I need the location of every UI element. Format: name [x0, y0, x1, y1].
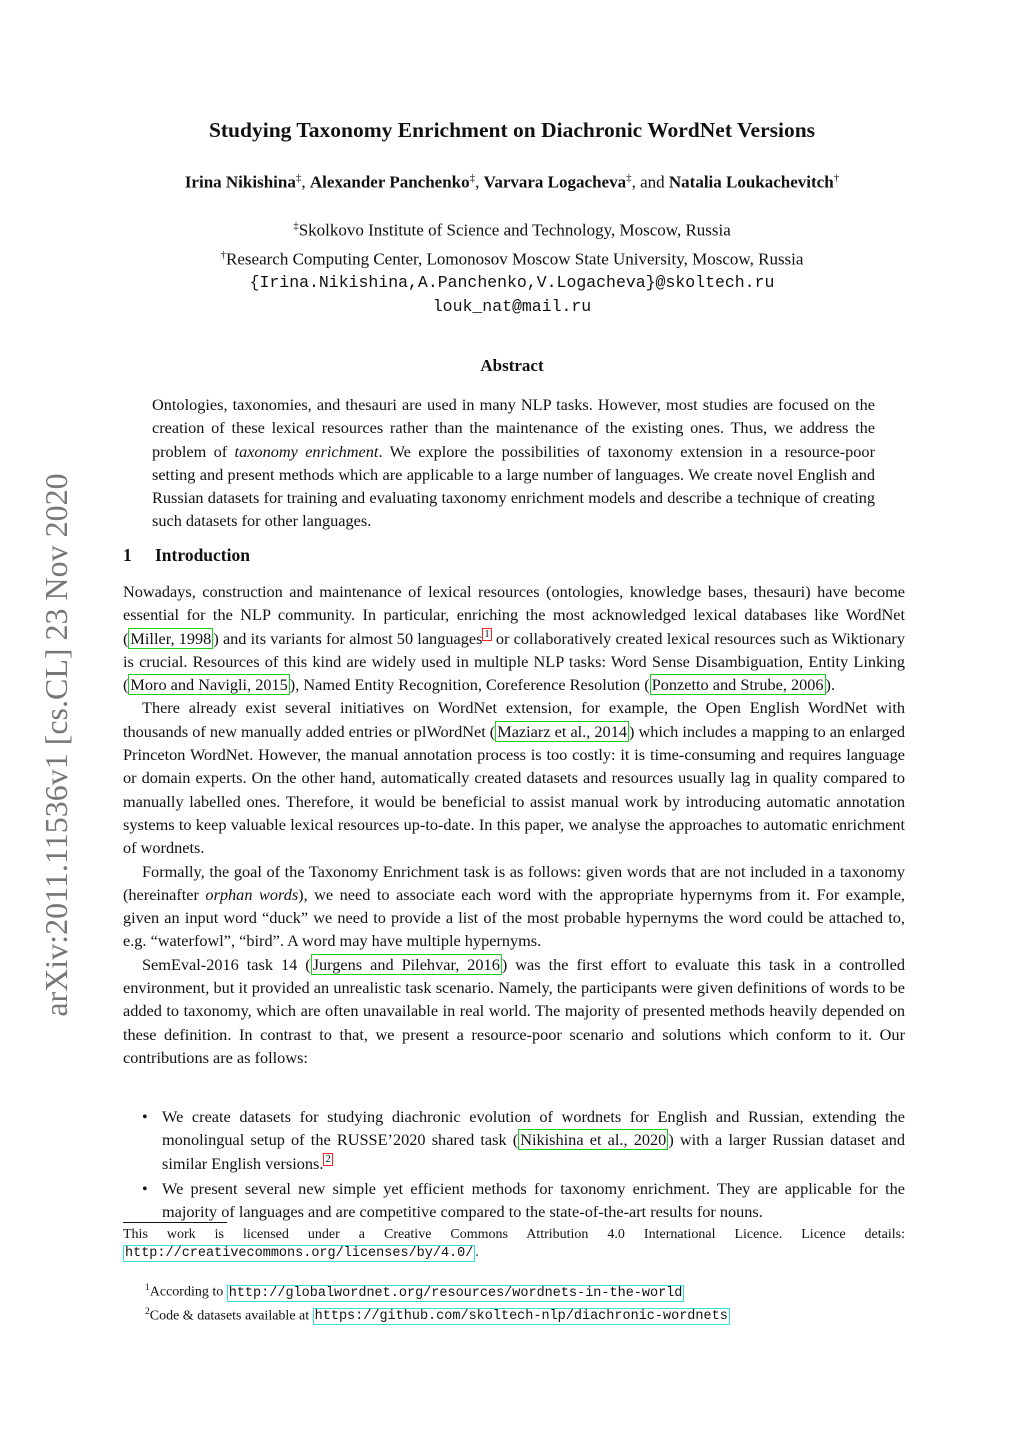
section-title: Introduction — [155, 545, 250, 565]
email-mail: louk_nat@mail.ru — [432, 297, 592, 317]
text-run: ), Named Entity Recognition, Coreference Resolution ( — [289, 675, 650, 695]
author-name: Natalia Loukachevitch — [668, 172, 834, 192]
affiliation-skoltech — [0, 214, 1024, 243]
text-run: There already exist several initiatives on WordNet extension, for example, the Open English WordNet with thousands of new manually added entries or plWordNet ( — [123, 698, 905, 741]
footnote-divider — [123, 1222, 227, 1223]
licence-note — [123, 1226, 905, 1263]
footnotes — [145, 1279, 905, 1326]
author-name: Varvara Logacheva — [483, 172, 627, 192]
author-separator: , and — [631, 172, 669, 192]
text-run: According to — [149, 1284, 227, 1300]
citation-link[interactable]: Jurgens and Pilehvar, 2016 — [312, 954, 500, 974]
text-run: We present several new simple yet efficient methods for taxonomy enrichment. They are applicable for the majority of languages and are competitive compared to the state-of-the-art results for nouns. — [162, 1178, 905, 1222]
paper-title: Studying Taxonomy Enrichment on Diachronic WordNet Versions — [208, 118, 816, 142]
author-mark: † — [833, 172, 840, 184]
affiliation-msu — [0, 243, 1024, 272]
paragraph — [123, 953, 905, 1069]
citation-link[interactable]: Nikishina et al., 2020 — [520, 1130, 667, 1150]
footnote — [145, 1279, 905, 1303]
author-line — [0, 172, 1024, 193]
footnote-url-link[interactable]: http://globalwordnet.org/resources/wordnets-in-the-world — [228, 1285, 683, 1301]
text-run: ) was the first effort to evaluate this task in a controlled environment, but it provided an unrealistic task scenario. Namely, the participants were given definitions of words to be added to taxonomy, which are often unavailable in real world. The majority of presented methods heavily depended on these definition. In contrast to that, we present a resource-poor scenario and solutions which conform to it. Our contributions are as follows: — [123, 954, 906, 1067]
paragraph — [123, 580, 905, 696]
affiliation-text: Skolkovo Institute of Science and Technology, Moscow, Russia — [298, 220, 731, 240]
text-run: ) which includes a mapping to an enlarged Princeton WordNet. However, the manual annotation process is too costly: it is time-consuming and requires language or domain experts. On the other hand, automatically created datasets and resources usually lag in quality compared to manually labelled ones. Therefore, it would be beneficial to assist manual work by introducing automatic annotation systems to keep valuable lexical resources up-to-date. In this paper, we analyse the approaches to automatic enrichment of wordnets. — [123, 721, 905, 858]
text-run: ) with a larger Russian dataset and similar English versions. — [162, 1130, 905, 1173]
abstract-emphasis: taxonomy enrichment — [234, 441, 379, 461]
text-run: or collaboratively created lexical resources such as Wiktionary is crucial. Resources of this kind are widely used in multiple NLP tasks: Word Sense Disambiguation, Entity Linking ( — [123, 628, 905, 695]
text-run: ) and its variants for almost 50 languages — [213, 628, 483, 648]
paragraph — [123, 860, 905, 953]
abstract-part: . We explore the possibilities of taxonomy extension in a resource-poor setting and present methods which are applicable to a large number of languages. We create novel English and Russian datasets for training and evaluating taxonomy enrichment models and describe a technique of creating such datasets for other languages. — [152, 441, 875, 531]
author-mark: ‡ — [469, 172, 476, 184]
author-name: Alexander Panchenko — [309, 172, 470, 192]
author-name: Irina Nikishina — [184, 172, 296, 192]
abstract-part: Ontologies, taxonomies, and thesauri are used in many NLP tasks. However, most studies are focused on the creation of these lexical resources rather than the maintenance of the existing ones. Thus, we address the problem of — [152, 395, 875, 461]
footnote-url-link[interactable]: https://github.com/skoltech-nlp/diachronic-wordnets — [314, 1309, 728, 1325]
affiliation-mark: ‡ — [293, 220, 299, 232]
emphasis: orphan words — [205, 884, 299, 904]
list-item — [142, 1177, 905, 1224]
introduction-body — [123, 580, 905, 1069]
affiliation-mark: † — [220, 248, 227, 261]
contribution-list — [142, 1105, 905, 1225]
text-run: SemEval-2016 task 14 ( — [142, 954, 311, 974]
footnote-mark: 2 — [145, 1306, 150, 1317]
licence-url-link[interactable]: http://creativecommons.org/licenses/by/4.0/ — [125, 1246, 474, 1261]
text-run: We create datasets for studying diachronic evolution of wordnets for English and Russian, extending the monolingual setup of the RUSSE’2020 shared task ( — [162, 1107, 905, 1150]
text-run: ), we need to associate each word with the appropriate hypernyms from it. For example, given an input word “duck” we need to provide a list of the most probable hypernyms the word could be attached to, e.g. “waterfowl”, “bird”. A word may have multiple hypernyms. — [123, 884, 905, 951]
text-run: This work is licensed under a Creative Commons Attribution 4.0 International Licence. Licence details: — [123, 1227, 905, 1242]
text-run: Nowadays, construction and maintenance of lexical resources (ontologies, knowledge bases, thesauri) have become essential for the NLP community. In particular, enriching the most acknowledged lexical databases like WordNet ( — [123, 582, 905, 648]
bullet-icon: • — [142, 1107, 148, 1126]
citation-link[interactable]: Moro and Navigli, 2015 — [130, 675, 288, 695]
author-mark: ‡ — [626, 172, 632, 184]
list-item — [142, 1105, 905, 1175]
section-number: 1 — [123, 545, 132, 565]
text-run: Code & datasets available at — [149, 1308, 313, 1324]
text-run: . — [475, 1245, 479, 1260]
citation-link[interactable]: Ponzetto and Strube, 2006 — [651, 675, 824, 695]
footnote — [145, 1303, 905, 1327]
footnote-mark: 1 — [145, 1283, 150, 1293]
affiliations — [0, 214, 1024, 319]
email-skoltech: {Irina.Nikishina,A.Panchenko,V.Logacheva}@skoltech.ru — [249, 273, 775, 293]
paragraph — [123, 696, 905, 859]
footnote-ref-link[interactable]: 2 — [325, 1154, 331, 1166]
bullet-icon: • — [142, 1178, 148, 1198]
abstract-heading: Abstract — [480, 356, 544, 375]
author-separator: , — [301, 172, 310, 192]
citation-link[interactable]: Maziarz et al., 2014 — [497, 721, 627, 741]
affiliation-text: Research Computing Center, Lomonosov Moscow State University, Moscow, Russia — [226, 249, 804, 269]
section-heading-introduction — [123, 545, 250, 566]
abstract-text — [152, 393, 875, 533]
text-run: Formally, the goal of the Taxonomy Enrichment task is as follows: given words that are not included in a taxonomy (hereinafter — [123, 861, 905, 904]
author-separator: , — [475, 172, 484, 192]
text-run: ). — [825, 675, 836, 695]
author-mark: ‡ — [295, 172, 302, 184]
arxiv-stamp: arXiv:2011.11536v1 [cs.CL] 23 Nov 2020 — [38, 473, 74, 1017]
footnote-ref-link[interactable]: 1 — [484, 629, 490, 641]
citation-link[interactable]: Miller, 1998 — [130, 628, 212, 648]
